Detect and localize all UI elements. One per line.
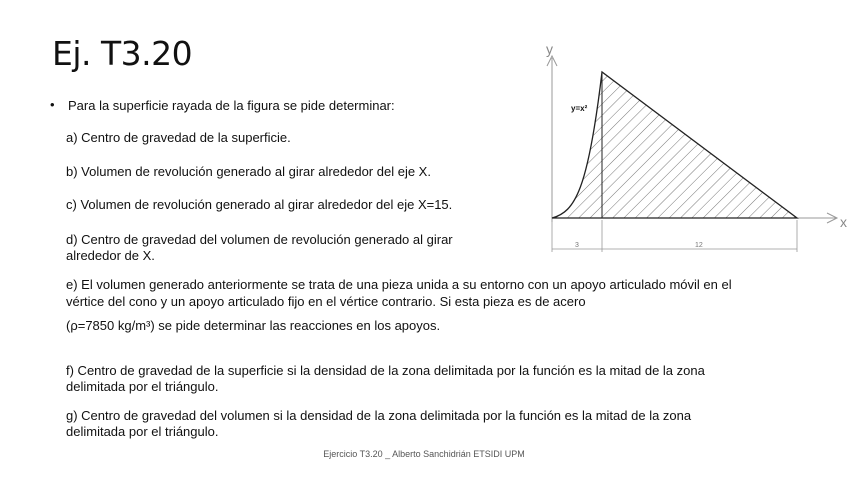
item-c: c) Volumen de revolución generado al girar alrededor del eje X=15. bbox=[66, 197, 453, 212]
item-d-line2: alrededor de X. bbox=[66, 248, 155, 263]
item-g-line1: g) Centro de gravedad del volumen si la densidad de la zona delimitada por la función es la mitad de la zona bbox=[66, 408, 692, 423]
intro-text: Para la superficie rayada de la figura se pide determinar: bbox=[68, 98, 395, 113]
item-f-line1: f) Centro de gravedad de la superficie si la densidad de la zona delimitada por la función es la mitad de la zona bbox=[66, 363, 705, 378]
footer-text: Ejercicio T3.20 _ Alberto Sanchidrián ETSIDI UPM bbox=[323, 449, 525, 459]
shaded-region-figure bbox=[530, 40, 848, 265]
item-e-line2: vértice del cono y un apoyo articulado fijo en el vértice contrario. Si esta pieza es de acero bbox=[66, 294, 586, 309]
item-e-line3: (ρ=7850 kg/m³) se pide determinar las reacciones en los apoyos. bbox=[66, 318, 441, 333]
shaded-area bbox=[552, 72, 797, 218]
item-d-line1: d) Centro de gravedad del volumen de revolución generado al girar bbox=[66, 232, 453, 247]
y-axis-label: y bbox=[546, 41, 553, 57]
item-b: b) Volumen de revolución generado al girar alrededor del eje X. bbox=[66, 164, 431, 179]
item-g-line2: delimitada por el triángulo. bbox=[66, 424, 219, 439]
item-a: a) Centro de gravedad de la superficie. bbox=[66, 130, 291, 145]
dim-label-left: 3 bbox=[575, 242, 579, 249]
item-e-line1: e) El volumen generado anteriormente se trata de una pieza unida a su entorno con un apoyo articulado móvil en el bbox=[66, 277, 732, 292]
bullet-icon: • bbox=[50, 97, 55, 112]
curve-label: y=x² bbox=[571, 104, 588, 113]
dim-label-right: 12 bbox=[695, 242, 703, 249]
x-axis-label: x bbox=[840, 214, 847, 230]
slide-title: Ej. T3.20 bbox=[52, 34, 193, 73]
item-f-line2: delimitada por el triángulo. bbox=[66, 379, 219, 394]
